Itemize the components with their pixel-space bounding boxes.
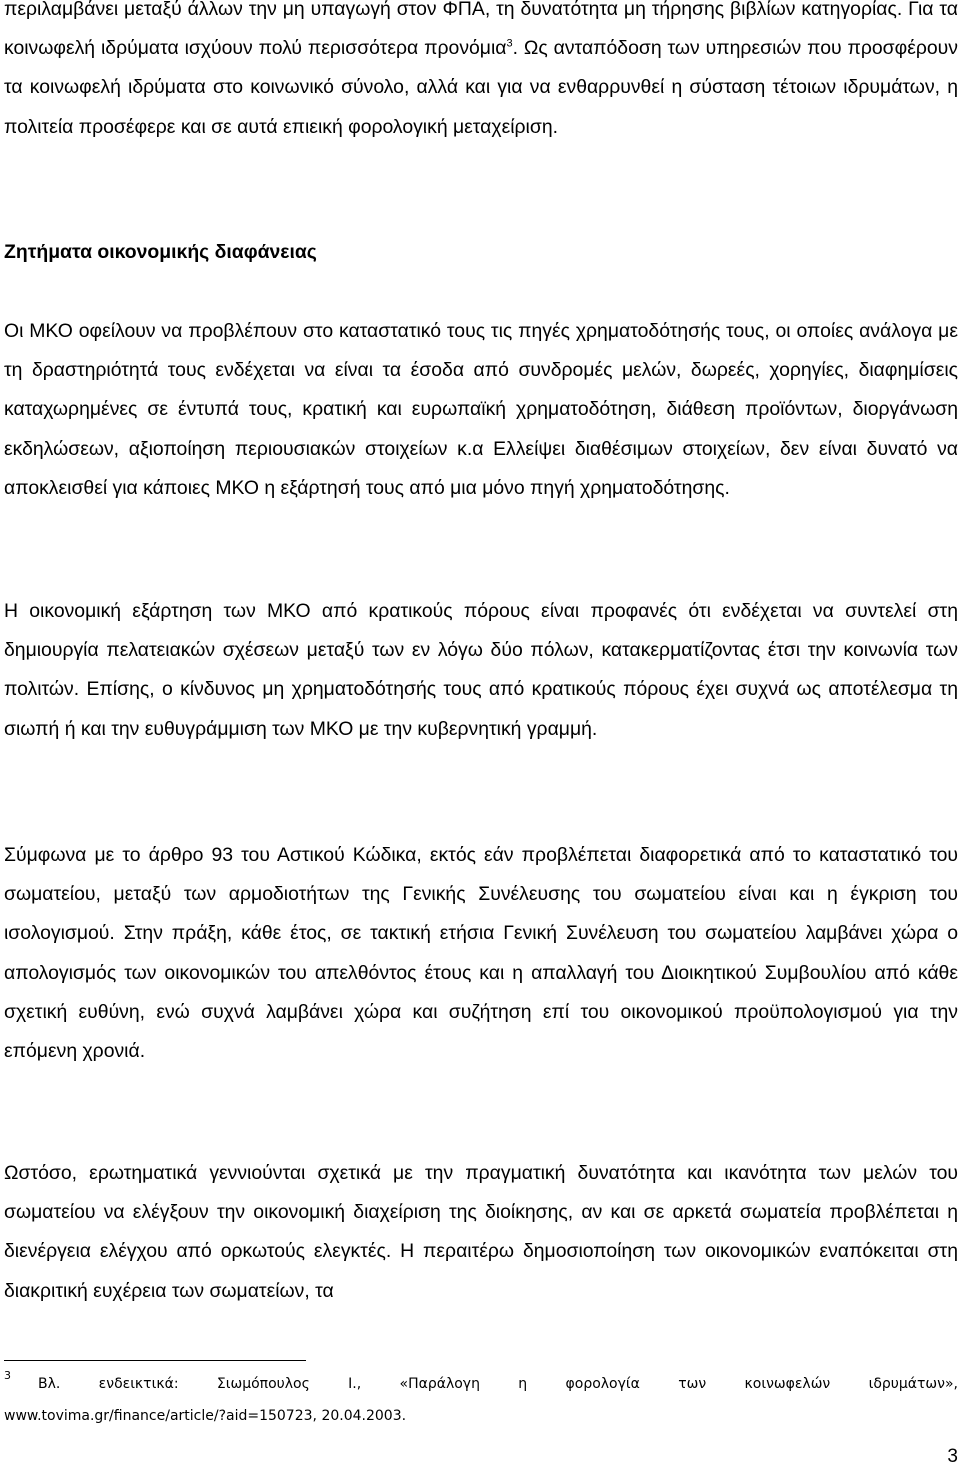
footnote-citation [4, 1400, 958, 1432]
footnote-reference[interactable]: 3 [506, 37, 513, 50]
footnote-separator [4, 1360, 306, 1361]
body-paragraph: Οι ΜΚΟ οφείλουν να προβλέπουν στο καταστατικό τους τις πηγές χρηματοδότησής τους, οι οποίες ανάλογα με τη δραστηριότητά τους ενδέχεται να είναι τα έσοδα από συνδρομές μελών, δωρεές, χορηγίες, διαφημίσεις καταχωρημένες σε έντυπά τους, κρατική και ευρωπαϊκή χρηματοδότηση, διάθεση προϊόντων, διοργάνωση εκδηλώσεων, αξιοποίηση περιουσιακών στοιχείων κ.α Ελλείψει διαθέσιμων στοιχείων, δεν είναι δυνατό να αποκλεισθεί για κάποιες ΜΚΟ η εξάρτησή τους από μια μόνο πηγή χρηματοδότησης. [4, 320, 958, 499]
body-paragraph: Η οικονομική εξάρτηση των ΜΚΟ από κρατικούς πόρους είναι προφανές ότι ενδέχεται να συντελεί στη δημιουργία πελατειακών σχέσεων μεταξύ των εν λόγω δύο πόλων, κατακερματίζοντας έτσι την κοινωνία των πολιτών. Επίσης, ο κίνδυνος μη χρηματοδότησής τους από κρατικούς πόρους έχει συχνά ως αποτέλεσμα τη σιωπή ή και την ευθυγράμμιση των ΜΚΟ με την κυβερνητική γραμμή. [4, 600, 958, 740]
footnote [4, 1368, 958, 1432]
footnote-text: Βλ. ενδεικτικά: Σιωμόπουλος Ι., «Παράλογη η φορολογία των κοινωφελών ιδρυμάτων», [38, 1376, 958, 1392]
body-paragraph: Σύμφωνα με το άρθρο 93 του Αστικού Κώδικα, εκτός εάν προβλέπεται διαφορετικά από το καταστατικό του σωματείου, μεταξύ των αρμοδιοτήτων της Γενικής Συνέλευσης του σωματείου είναι και η έγκριση του ισολογισμού. Στην πράξη, κάθε έτος, σε τακτική ετήσια Γενική Συνέλευση του σωματείου λαμβάνει χώρα ο απολογισμός των οικονομικών του απελθόντος έτους και η απαλλαγή του Διοικητικού Συμβουλίου από κάθε σχετική ευθύνη, ενώ συχνά λαμβάνει χώρα και συζήτηση επί του οικονομικού προϋπολογισμού για την επόμενη χρονιά. [4, 844, 958, 1063]
body-paragraph: Ωστόσο, ερωτηματικά γεννιούνται σχετικά με την πραγματική δυνατότητα και ικανότητα των μελών του σωματείου να ελέγξουν την οικονομική διαχείριση της διοίκησης, αν και σε αρκετά σωματεία προβλέπεται η διενέργεια ελέγχου από ορκωτούς ελεγκτές. Η περαιτέρω δημοσιοποίηση των οικονομικών εναπόκειται στη διακριτική ευχέρεια των σωματείων, τα [4, 1162, 958, 1302]
footnote-date: , 20.04.2003. [312, 1408, 407, 1424]
paragraph-text: . Ως ανταπόδοση των υπηρεσιών που προσφέρουν τα κοινωφελή ιδρύματα στο κοινωνικό σύνολο, αλλά και για να ενθαρρυνθεί η σύσταση τέτοιων ιδρυμάτων, η πολιτεία προσέφερε και σε αυτά επιεική φορολογική μεταχείριση. [4, 37, 958, 138]
footnote-mark: 3 [4, 1369, 11, 1382]
section-heading: Ζητήματα οικονομικής διαφάνειας [4, 241, 317, 263]
paragraph-text: περιλαμβάνει μεταξύ άλλων την μη υπαγωγή στον ΦΠΑ, τη δυνατότητα μη τήρησης βιβλίων κατηγορίας. Για τα κοινωφελή ιδρύματα ισχύουν πολύ περισσότερα προνόμια [4, 0, 958, 60]
page-number: 3 [947, 1446, 958, 1467]
footnote-link[interactable]: www.tovima.gr/finance/article/?aid=150723 [4, 1408, 313, 1424]
body-paragraph [4, 0, 958, 147]
